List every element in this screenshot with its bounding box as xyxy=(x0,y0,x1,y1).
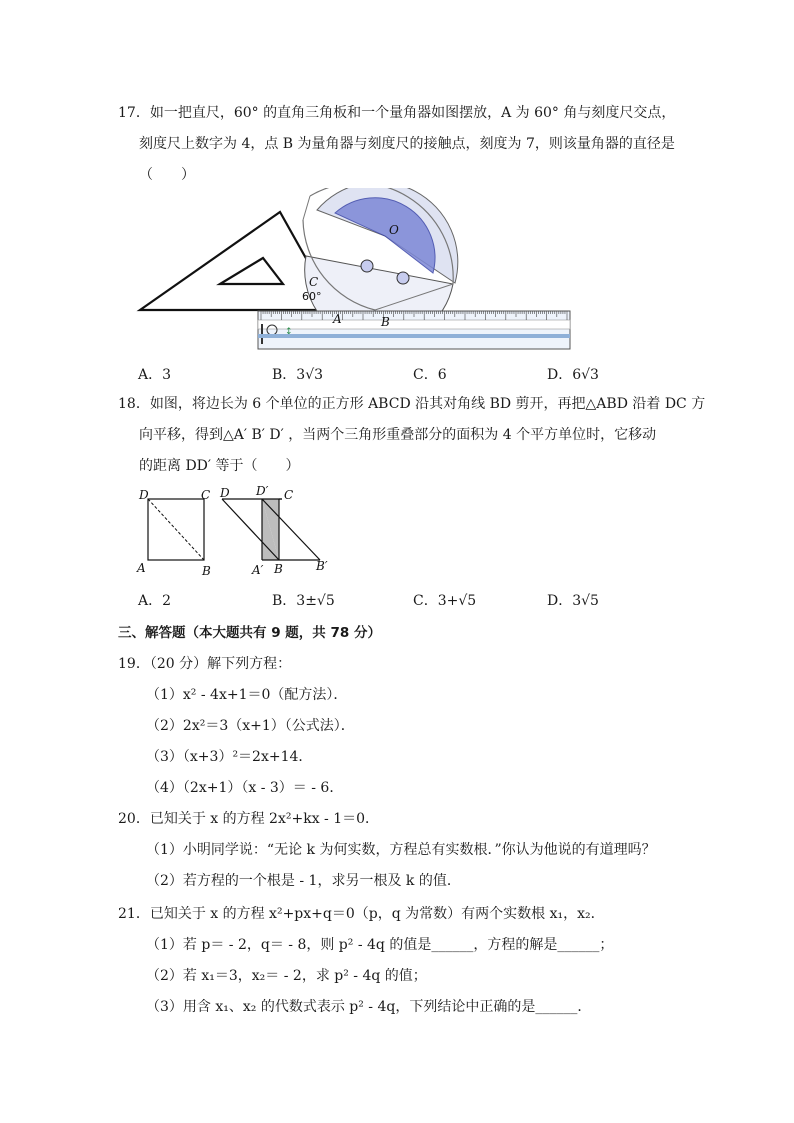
q21-title: 21．已知关于 x 的方程 x²+px+q＝0（p，q 为常数）有两个实数根 x₁，x₂． xyxy=(118,906,605,922)
q18-option-b[interactable]: B．3±√5 xyxy=(272,593,335,609)
q18-figure xyxy=(132,482,347,582)
q17-line2: 刻度尺上数字为 4，点 B 为量角器与刻度尺的接触点，刻度为 7，则该量角器的直径是 xyxy=(139,136,675,152)
q20-title: 20．已知关于 x 的方程 2x²+kx - 1＝0． xyxy=(118,811,380,827)
label-D-prime: D′ xyxy=(256,484,269,498)
q17-option-c[interactable]: C．6 xyxy=(413,367,447,383)
q17-paren: （ ） xyxy=(139,167,195,183)
q17-option-a[interactable]: A．3 xyxy=(138,367,172,383)
label-B-prime: B′ xyxy=(316,559,328,573)
q17-option-d[interactable]: D．6√3 xyxy=(547,367,599,383)
label-B2: B xyxy=(274,562,283,576)
q17-figure xyxy=(135,188,575,354)
label-B: B xyxy=(202,564,211,578)
svg-text:↕: ↕ xyxy=(285,327,293,337)
q18-option-d[interactable]: D．3√5 xyxy=(547,593,599,609)
label-A: A xyxy=(333,312,342,326)
q19-title: 19．（20 分）解下列方程： xyxy=(118,656,292,672)
q21-item-3: （3）用含 x₁、x₂ 的代数式表示 p² - 4q，下列结论中正确的是______． xyxy=(146,999,592,1015)
q19-item-3: （3）（x+3）²＝2x+14． xyxy=(146,749,313,765)
set-square-hole xyxy=(220,258,283,284)
label-B: B xyxy=(381,315,390,329)
label-60deg: 60° xyxy=(302,290,322,303)
q18-line1: 18．如图，将边长为 6 个单位的正方形 ABCD 沿其对角线 BD 剪开，再把△ABD 沿着 DC 方 xyxy=(118,396,706,412)
q18-line3: 的距离 DD′ 等于（ ） xyxy=(139,458,300,474)
q19-item-2: （2）2x²＝3（x+1）（公式法）． xyxy=(146,718,355,734)
label-D: D xyxy=(139,488,149,502)
q18-option-a[interactable]: A．2 xyxy=(138,593,172,609)
label-A-prime: A′ xyxy=(252,563,264,577)
q17-line1: 17．如一把直尺，60° 的直角三角板和一个量角器如图摆放，A 为 60° 角与刻度尺交点， xyxy=(118,105,676,121)
q21-item-2: （2）若 x₁＝3，x₂＝ - 2，求 p² - 4q 的值； xyxy=(146,968,427,984)
q17-option-b[interactable]: B．3√3 xyxy=(272,367,324,383)
label-C: C xyxy=(201,488,211,502)
q21-item-1: （1）若 p＝ - 2，q＝ - 8，则 p² - 4q 的值是______，方程的解是______； xyxy=(146,937,614,953)
q20-item-2: （2）若方程的一个根是 - 1，求另一根及 k 的值． xyxy=(146,873,461,889)
diagonal-bd xyxy=(148,499,204,560)
section-3-heading: 三、解答题（本大题共有 9 题，共 78 分） xyxy=(118,625,381,641)
label-O: O xyxy=(389,223,399,237)
q18-option-c[interactable]: C．3+√5 xyxy=(413,593,477,609)
q20-item-1: （1）小明同学说：“无论 k 为何实数，方程总有实数根．”你认为他说的有道理吗？ xyxy=(146,842,656,858)
label-C: C xyxy=(309,275,319,289)
label-C2: C xyxy=(284,488,294,502)
q19-item-1: （1）x² - 4x+1＝0（配方法）． xyxy=(146,687,348,703)
q18-line2: 向平移，得到△A′ B′ D′ ，当两个三角形重叠部分的面积为 4 个平方单位时，它移动 xyxy=(139,427,657,443)
label-A: A xyxy=(137,561,146,575)
label-D2: D xyxy=(220,486,230,500)
q19-item-4: （4）（2x+1）（x - 3）＝ - 6． xyxy=(146,780,344,796)
